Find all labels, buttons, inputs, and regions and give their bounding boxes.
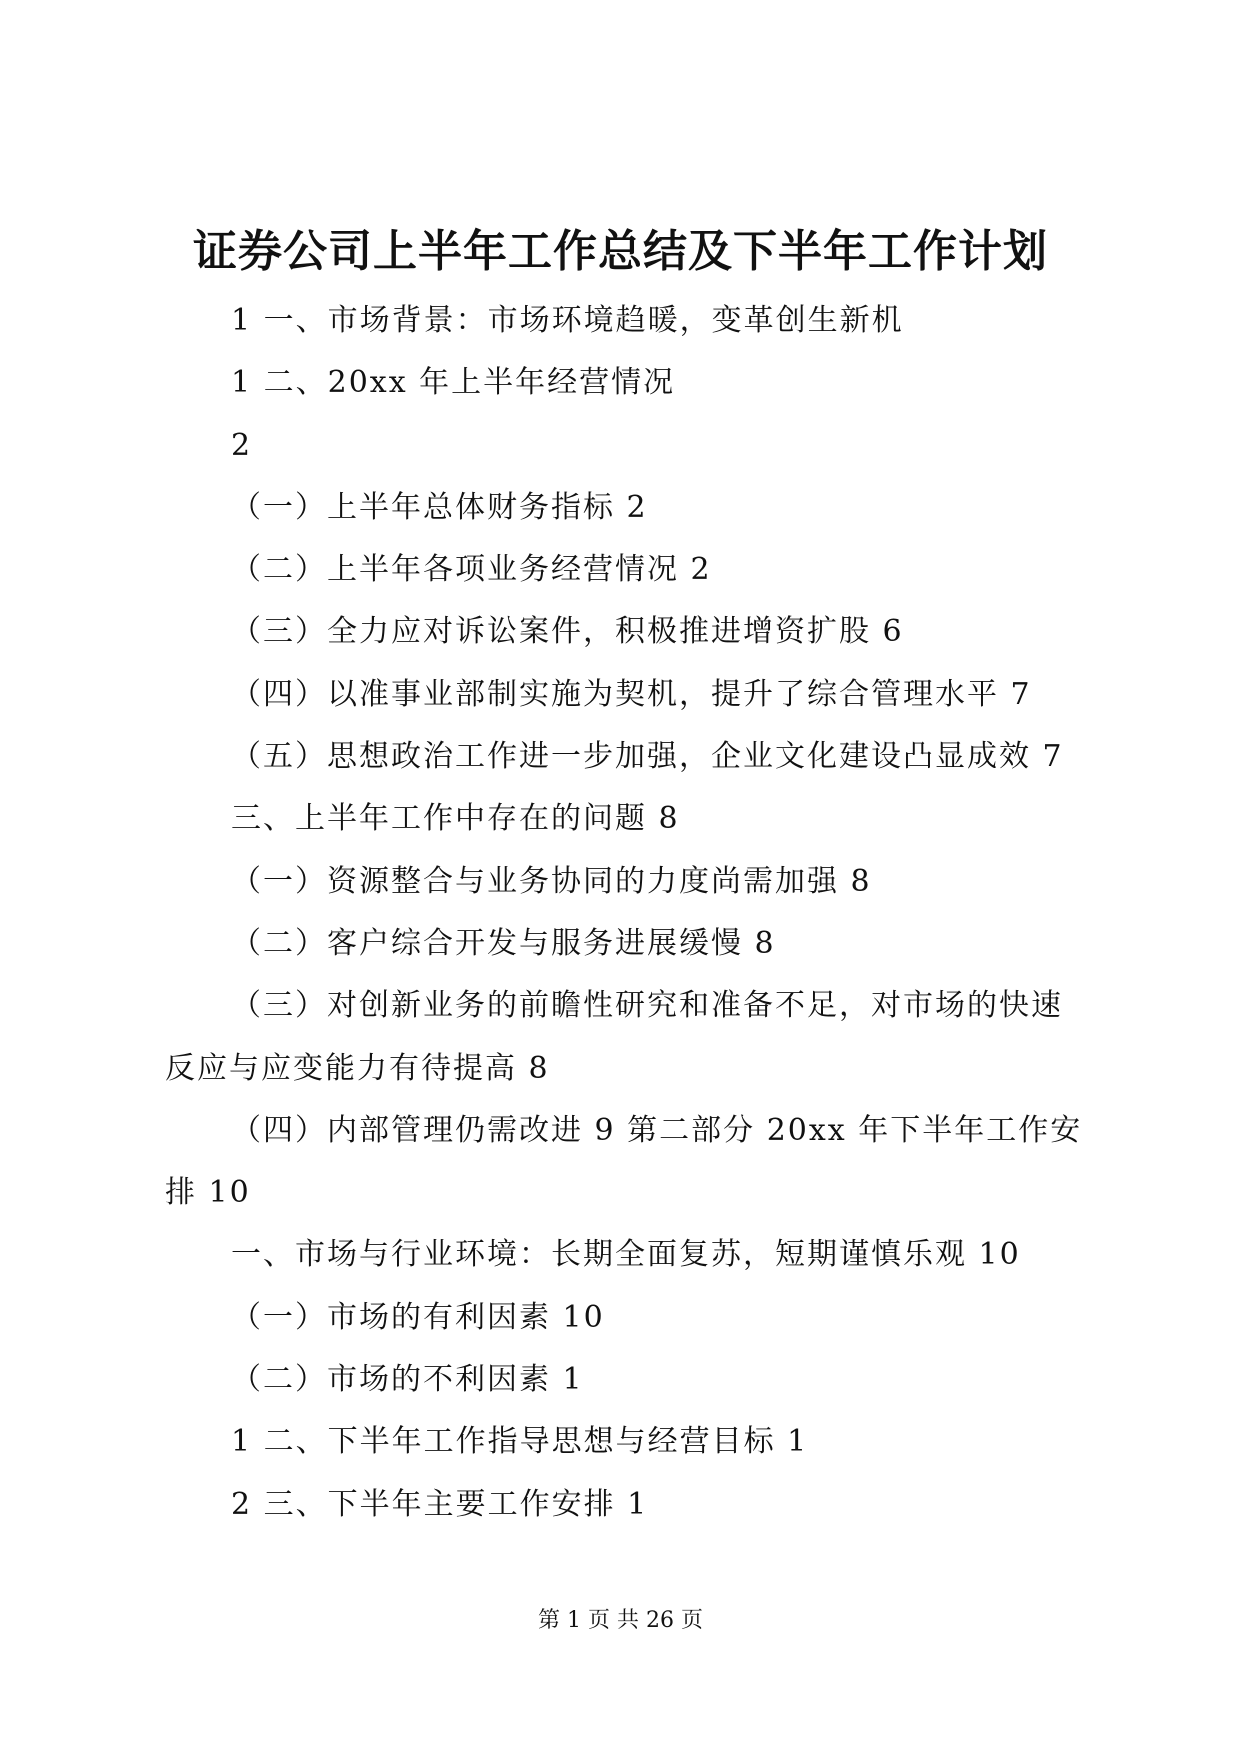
toc-line: （三）对创新业务的前瞻性研究和准备不足，对市场的快速 <box>231 988 1063 1024</box>
document-title: 证券公司上半年工作总结及下半年工作计划 <box>193 226 1048 277</box>
page-footer: 第 1 页 共 26 页 <box>538 1608 703 1633</box>
toc-line: 2 <box>231 427 253 463</box>
table-of-contents <box>165 290 1085 1536</box>
toc-line: （一）市场的有利因素 10 <box>231 1299 605 1335</box>
toc-line: 一、市场与行业环境：长期全面复苏，短期谨慎乐观 10 <box>231 1237 1021 1273</box>
toc-line: （五）思想政治工作进一步加强，企业文化建设凸显成效 7 <box>231 739 1064 775</box>
toc-line: 1 二、下半年工作指导思想与经营目标 1 <box>231 1424 809 1460</box>
toc-line: （四）以准事业部制实施为契机，提升了综合管理水平 7 <box>231 676 1032 712</box>
toc-line: （二）上半年各项业务经营情况 2 <box>231 552 712 588</box>
toc-line: （一）资源整合与业务协同的力度尚需加强 8 <box>231 863 872 899</box>
toc-line: 2 三、下半年主要工作安排 1 <box>231 1486 649 1522</box>
toc-line: （二）市场的不利因素 1 <box>231 1362 584 1398</box>
toc-line: （一）上半年总体财务指标 2 <box>231 489 648 525</box>
toc-line: 1 二、20xx 年上半年经营情况 <box>231 365 676 401</box>
toc-line: （三）全力应对诉讼案件，积极推进增资扩股 6 <box>231 614 904 650</box>
toc-line: 1 一、市场背景：市场环境趋暖，变革创生新机 <box>231 303 904 338</box>
toc-line: （二）客户综合开发与服务进展缓慢 8 <box>231 925 776 961</box>
toc-line: （四）内部管理仍需改进 9 第二部分 20xx 年下半年工作安 <box>231 1112 1083 1148</box>
toc-line: 排 10 <box>165 1175 251 1211</box>
toc-line: 三、上半年工作中存在的问题 8 <box>231 801 680 837</box>
toc-line: 反应与应变能力有待提高 8 <box>165 1050 550 1086</box>
